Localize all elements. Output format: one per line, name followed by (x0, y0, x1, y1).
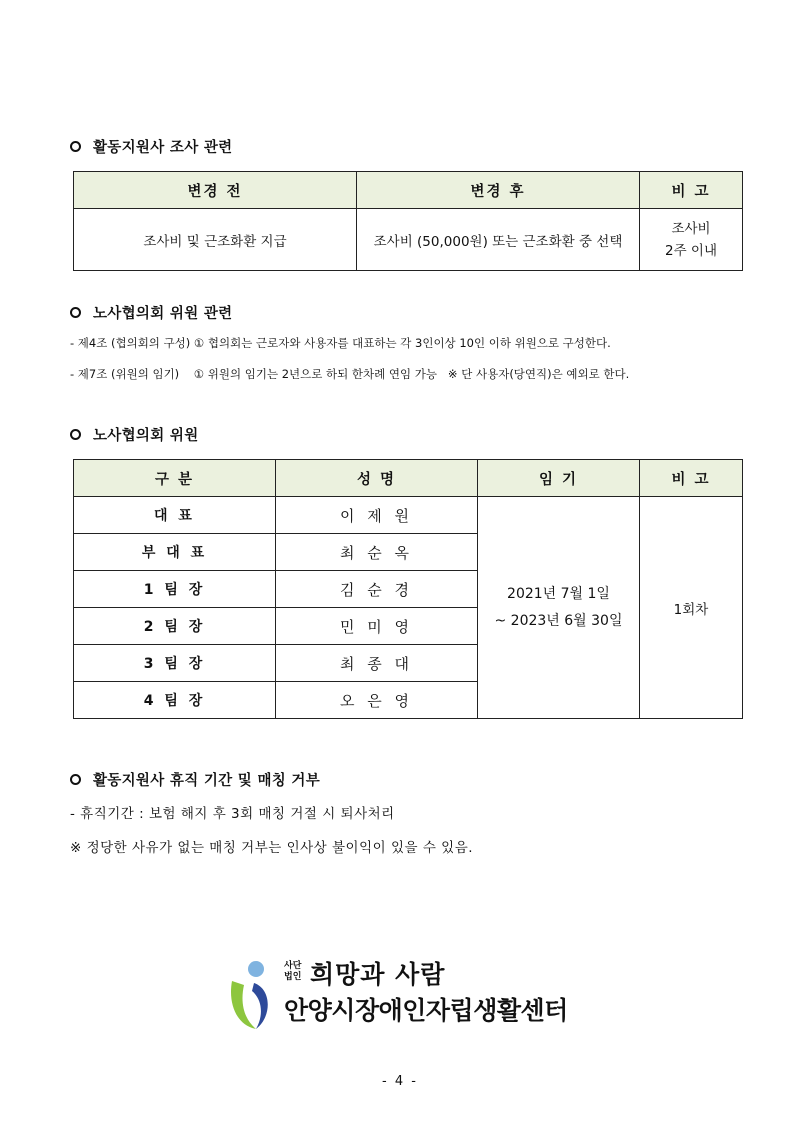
header-note: 비 고 (640, 460, 743, 497)
cell-before: 조사비 및 근조화환 지급 (74, 209, 357, 271)
page-number: - 4 - (382, 1074, 418, 1089)
header-term: 임 기 (478, 460, 640, 497)
header-note: 비 고 (640, 172, 743, 209)
bullet-icon (70, 774, 81, 785)
cell-role: 부 대 표 (74, 534, 276, 571)
table-header-row (74, 172, 743, 209)
cell-name: 민 미 영 (276, 608, 478, 645)
term-start: 2021년 7월 1일 (507, 585, 610, 602)
cell-role: 1 팀 장 (74, 571, 276, 608)
bullet-icon (70, 307, 81, 318)
logo-small-line1: 사단 (284, 961, 302, 971)
table-row (74, 209, 743, 271)
cell-role: 2 팀 장 (74, 608, 276, 645)
cell-note (640, 209, 743, 271)
section-title-text: 활동지원사 휴직 기간 및 매칭 거부 (93, 773, 321, 789)
table-row (74, 497, 743, 534)
section-title-committee (70, 302, 232, 323)
cell-note: 1회차 (640, 497, 743, 719)
section-title-members (70, 424, 199, 445)
cell-name: 최 순 옥 (276, 534, 478, 571)
section-title-text: 노사협의회 위원 관련 (93, 306, 233, 322)
cell-role: 대 표 (74, 497, 276, 534)
header-role: 구 분 (74, 460, 276, 497)
section-title-text: 노사협의회 위원 (93, 428, 199, 444)
leave-period-line: - 휴직기간 : 보험 해지 후 3회 매칭 거절 시 퇴사처리 (70, 806, 395, 822)
members-table (73, 459, 743, 719)
logo-mark-icon (226, 959, 278, 1035)
logo-main-text: 안양시장애인자립생활센터 (284, 996, 568, 1025)
note-line1: 조사비 (671, 220, 711, 237)
cell-role: 4 팀 장 (74, 682, 276, 719)
table-header-row (74, 460, 743, 497)
header-after: 변경 후 (357, 172, 640, 209)
logo-script-text: 희망과 사람 (310, 960, 446, 989)
organization-logo (226, 955, 566, 1035)
cell-name: 최 종 대 (276, 645, 478, 682)
rule-line-article4: - 제4조 (협의회의 구성) ① 협의회는 근로자와 사용자를 대표하는 각 3인이상 10인 이하 위원으로 구성한다. (70, 336, 611, 350)
cell-name: 오 은 영 (276, 682, 478, 719)
section-title-text: 활동지원사 조사 관련 (93, 140, 233, 156)
logo-small-text (284, 961, 301, 983)
bullet-icon (70, 429, 81, 440)
note-line2: 2주 이내 (664, 242, 717, 259)
term-end: ~ 2023년 6월 30일 (494, 612, 623, 629)
cell-name: 이 제 원 (276, 497, 478, 534)
cell-after: 조사비 (50,000원) 또는 근조화환 중 선택 (357, 209, 640, 271)
bullet-icon (70, 141, 81, 152)
section-title-leave (70, 769, 320, 790)
header-before: 변경 전 (74, 172, 357, 209)
logo-small-line2: 법인 (284, 972, 302, 982)
cell-name: 김 순 경 (276, 571, 478, 608)
header-name: 성 명 (276, 460, 478, 497)
cell-role: 3 팀 장 (74, 645, 276, 682)
rule-line-article7: - 제7조 (위원의 임기) ① 위원의 임기는 2년으로 하되 한차례 연임 가능 ※ 단 사용자(당연직)은 예외로 한다. (70, 367, 630, 381)
leave-note-line: ※ 정당한 사유가 없는 매칭 거부는 인사상 불이익이 있을 수 있음. (70, 840, 474, 856)
section-title-survey (70, 136, 232, 157)
survey-table (73, 171, 743, 271)
cell-term (478, 497, 640, 719)
